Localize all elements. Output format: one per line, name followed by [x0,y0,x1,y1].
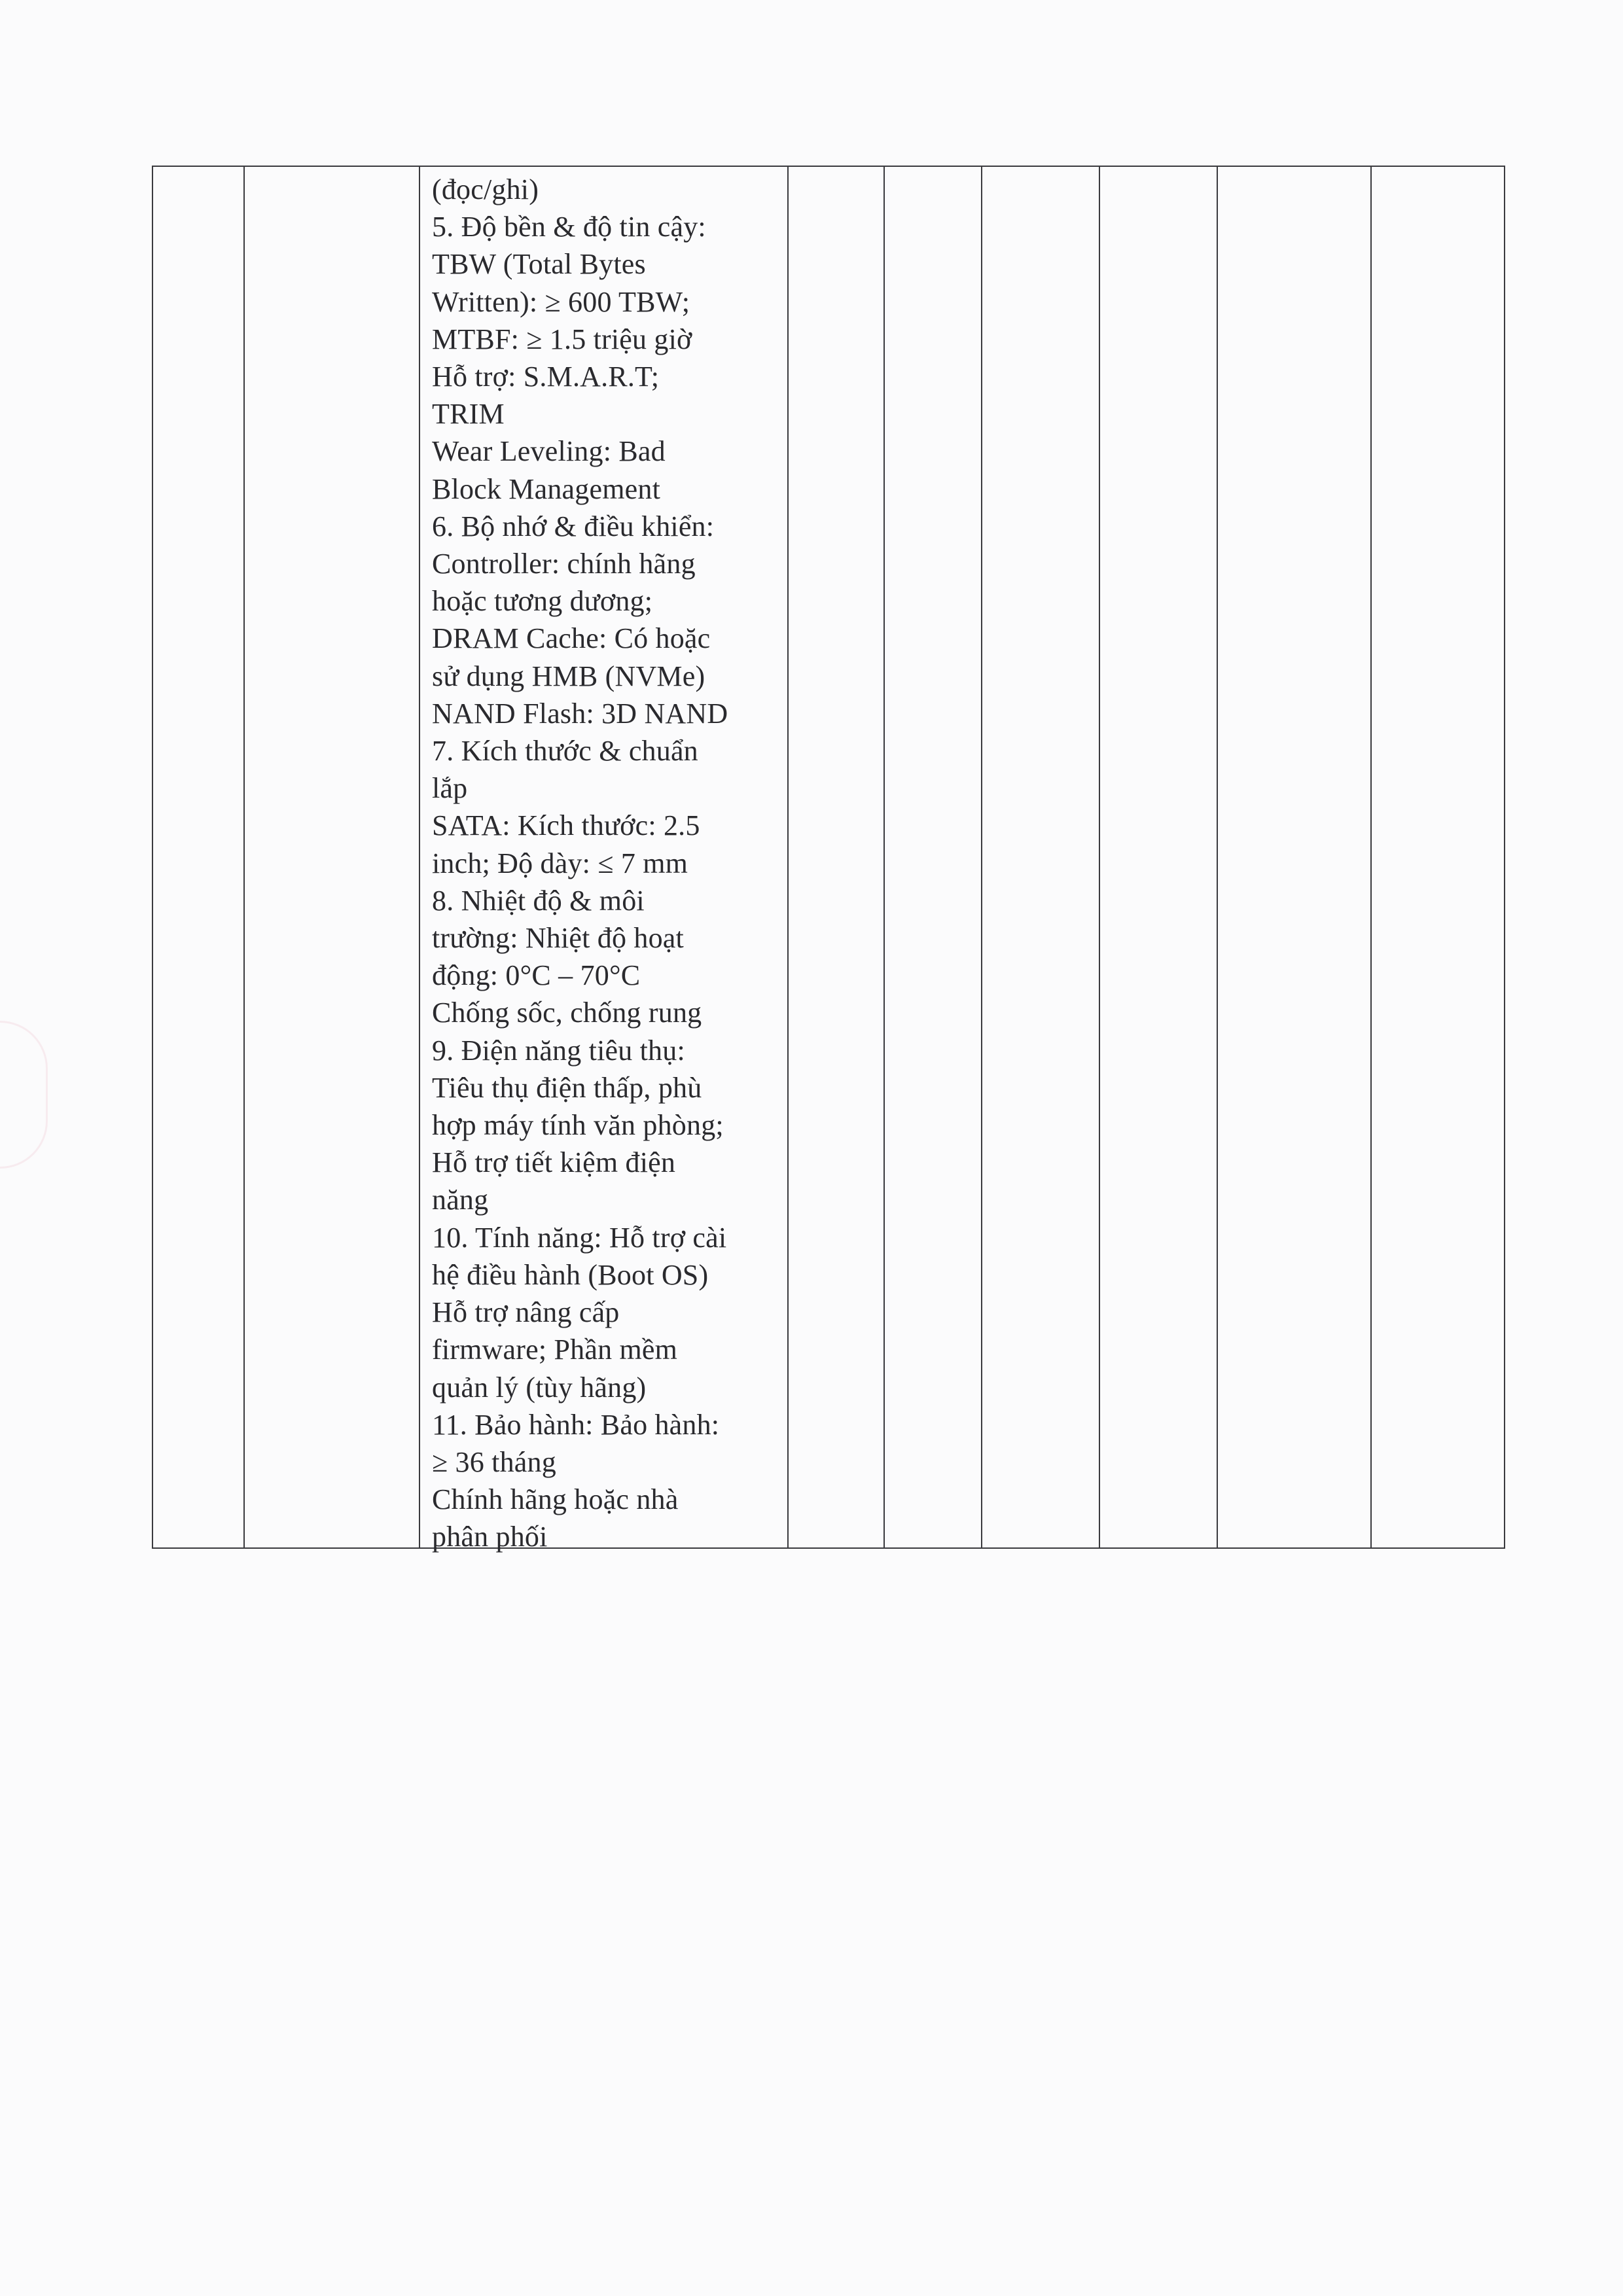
specification-line: quản lý (tùy hãng) [432,1371,647,1404]
specification-line: Hỗ trợ tiết kiệm điện [432,1146,676,1179]
specification-line: NAND Flash: 3D NAND [432,697,728,730]
table-column-divider [1217,167,1218,1547]
specification-line: Hỗ trợ nâng cấp [432,1296,620,1329]
specification-line: inch; Độ dày: ≤ 7 mm [432,847,688,879]
specification-line: hệ điều hành (Boot OS) [432,1258,709,1291]
specification-table [152,166,1505,1553]
faded-stamp-mark [0,1021,48,1169]
specification-line: sử dụng HMB (NVMe) [432,660,705,692]
specification-line: phân phối [432,1521,548,1553]
specification-line: 11. Bảo hành: Bảo hành: [432,1408,720,1441]
specification-line: Block Management [432,472,660,505]
table-column-divider [883,167,885,1547]
specification-line: 7. Kích thước & chuẩn [432,735,698,768]
specification-line: TRIM [432,398,505,431]
specification-line: Controller: chính hãng [432,548,696,580]
specification-line: Chính hãng hoặc nhà [432,1483,679,1516]
specification-line: hợp máy tính văn phòng; [432,1109,724,1142]
specification-line: hoặc tương dương; [432,585,653,618]
table-column-divider [981,167,982,1547]
specification-line: lắp [432,772,468,805]
specification-line: 5. Độ bền & độ tin cậy: [432,211,706,243]
specification-line: ≥ 36 tháng [432,1445,556,1478]
table-column-divider [419,167,420,1547]
specification-line: Tiêu thụ điện thấp, phù [432,1071,702,1104]
specification-line: năng [432,1184,489,1216]
specification-line: động: 0°C – 70°C [432,959,641,992]
specification-cell [432,171,785,1556]
table-column-divider [1370,167,1372,1547]
specification-line: (đọc/ghi) [432,173,539,205]
specification-line: 9. Điện năng tiêu thụ: [432,1034,685,1067]
specification-line: SATA: Kích thước: 2.5 [432,809,700,842]
specification-line: 8. Nhiệt độ & môi [432,884,645,917]
specification-line: Wear Leveling: Bad [432,435,666,468]
specification-line: Hỗ trợ: S.M.A.R.T; [432,361,660,393]
specification-line: DRAM Cache: Có hoặc [432,622,711,655]
specification-line: MTBF: ≥ 1.5 triệu giờ [432,323,692,355]
specification-line: 10. Tính năng: Hỗ trợ cài [432,1221,727,1254]
table-column-divider [787,167,789,1547]
specification-line: firmware; Phần mềm [432,1333,678,1366]
table-column-divider [1099,167,1100,1547]
specification-line: Chống sốc, chống rung [432,997,702,1029]
specification-line: TBW (Total Bytes [432,248,646,281]
specification-line: Written): ≥ 600 TBW; [432,285,690,318]
specification-line: trường: Nhiệt độ hoạt [432,922,684,955]
specification-line: 6. Bộ nhớ & điều khiển: [432,510,715,542]
table-column-divider [243,167,245,1547]
